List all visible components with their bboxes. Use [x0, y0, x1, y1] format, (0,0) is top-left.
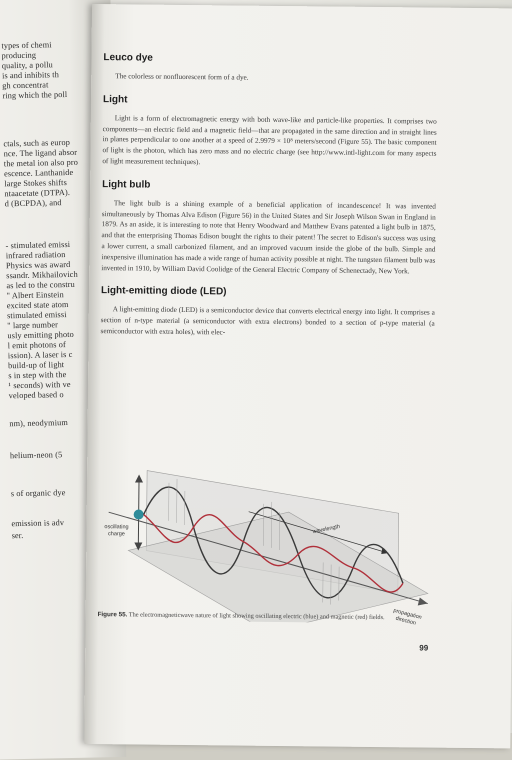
- left-page-line: is and inhibits th: [2, 69, 112, 80]
- caption-text: The electromagneticwave nature of light showing oscillating electric (blue) and magnetic (red) fields.: [129, 611, 385, 621]
- left-page-line: s in step with the: [8, 369, 118, 380]
- left-page-line: nm), neodymium: [9, 417, 119, 428]
- propagation-arrowhead: [418, 597, 428, 605]
- left-page-line: ¹ seconds) with ve: [8, 379, 118, 390]
- left-page-line: producing: [2, 49, 112, 60]
- left-page-line: ssandr. Mikhailovich: [6, 269, 116, 280]
- heading-led: Light-emitting diode (LED): [101, 285, 435, 299]
- left-page-line: build-up of light: [8, 359, 118, 370]
- page-number: 99: [419, 643, 428, 652]
- heading-leuco-dye: Leuco dye: [103, 52, 437, 66]
- left-page-line: veloped based o: [9, 389, 119, 400]
- body-led: A light-emitting diode (LED) is a semiconductor device that converts electrical energy into light. It comprises a section of n-type material (a semiconductor with extra electrons) bonded to a section of p-type material (a semiconductor with extra holes), with elec-: [101, 304, 435, 340]
- body-light-bulb: The light bulb is a shining example of a beneficial application of incandescence! It was invented simultaneously by Thomas Alva Edison (Figure 56) in the United States and Sir Joseph Wilson Swan in England in 1879. As an aside, it is interesting to note that Henry Woodward and Matthew Evans patented a light bulb in 1875, and that the enterprising Thomas Edison bought the rights to their patent! The secret to Edison's success was using a lower current, a small carbonized filament, and an improved vacuum inside the globe of the bulb. Simple and inexpensive illumination has made a wide range of human activity possible at night. The tungsten filament bulb was invented in 1910, by William David Coolidge of the General Electric Company of Schenectady, New York.: [101, 198, 436, 277]
- left-page-line: ctals, such as europ: [3, 137, 113, 148]
- left-page-line: helium-neon (5: [10, 449, 120, 460]
- caption-number: Figure 55.: [98, 611, 128, 618]
- right-page: [84, 4, 512, 748]
- body-leuco-dye: The colorless or nonfluorescent form of a dye.: [103, 71, 437, 85]
- left-page-line: d (BCPDA), and: [5, 197, 115, 208]
- body-light: Light is a form of electromagnetic energy with both wave-like and particle-like properties. It comprises two components—an electric field and a magnetic field—that are propagated in the same direction and in straight lines in planes perpendicular to one another at a speed of 2.9979 × 10⁸ meters/second (Figure 55). The basic component of light is the photon, which has zero mass and no electric charge (see http://www.intl-light.com for many aspects of light measurement techniques).: [102, 113, 437, 170]
- left-page-line: Physics was award: [6, 259, 116, 270]
- left-page-line: large Stokes shifts: [4, 177, 114, 188]
- heading-light-bulb: Light bulb: [102, 179, 436, 193]
- left-page-line: ntaacetate (DTPA).: [4, 187, 114, 198]
- left-page-line: types of chemi: [1, 39, 111, 50]
- left-page-line: excited state atom: [7, 299, 117, 310]
- heading-light: Light: [103, 94, 437, 108]
- left-page-line: gh concentrat: [2, 79, 112, 90]
- left-page-line: " Albert Einstein: [7, 289, 117, 300]
- charge-arrow-up: [135, 474, 143, 482]
- left-page-line: - stimulated emissi: [5, 239, 115, 250]
- em-wave-diagram: [98, 440, 434, 623]
- left-page-line: ser.: [12, 529, 122, 540]
- oscillating-charge: [134, 509, 144, 519]
- left-page-line: ring which the poll: [2, 89, 112, 100]
- left-page-line: quality, a pollu: [2, 59, 112, 70]
- left-page-line: stimulated emissi: [7, 309, 117, 320]
- left-page-line: nce. The ligand absor: [4, 147, 114, 158]
- left-page-line: s of organic dye: [11, 487, 121, 498]
- left-page-line: as led to the constru: [6, 279, 116, 290]
- left-page-line: the metal ion also pro: [4, 157, 114, 168]
- left-page-line: ission). A laser is c: [8, 349, 118, 360]
- left-page-line: escence. Lanthanide: [4, 167, 114, 178]
- left-page-line: emission is adv: [11, 517, 121, 528]
- left-page-line: l emit photons of: [8, 339, 118, 350]
- label-oscillating-charge: oscillating charge: [98, 524, 134, 537]
- page-content: [100, 52, 437, 352]
- label-wavelength: wavelength: [296, 521, 356, 539]
- left-page-line: usly emitting photo: [7, 329, 117, 340]
- left-page-line: infrared radiation: [6, 249, 116, 260]
- label-propagation-direction: propagation direction: [383, 606, 431, 630]
- left-page-line: " large number: [7, 319, 117, 330]
